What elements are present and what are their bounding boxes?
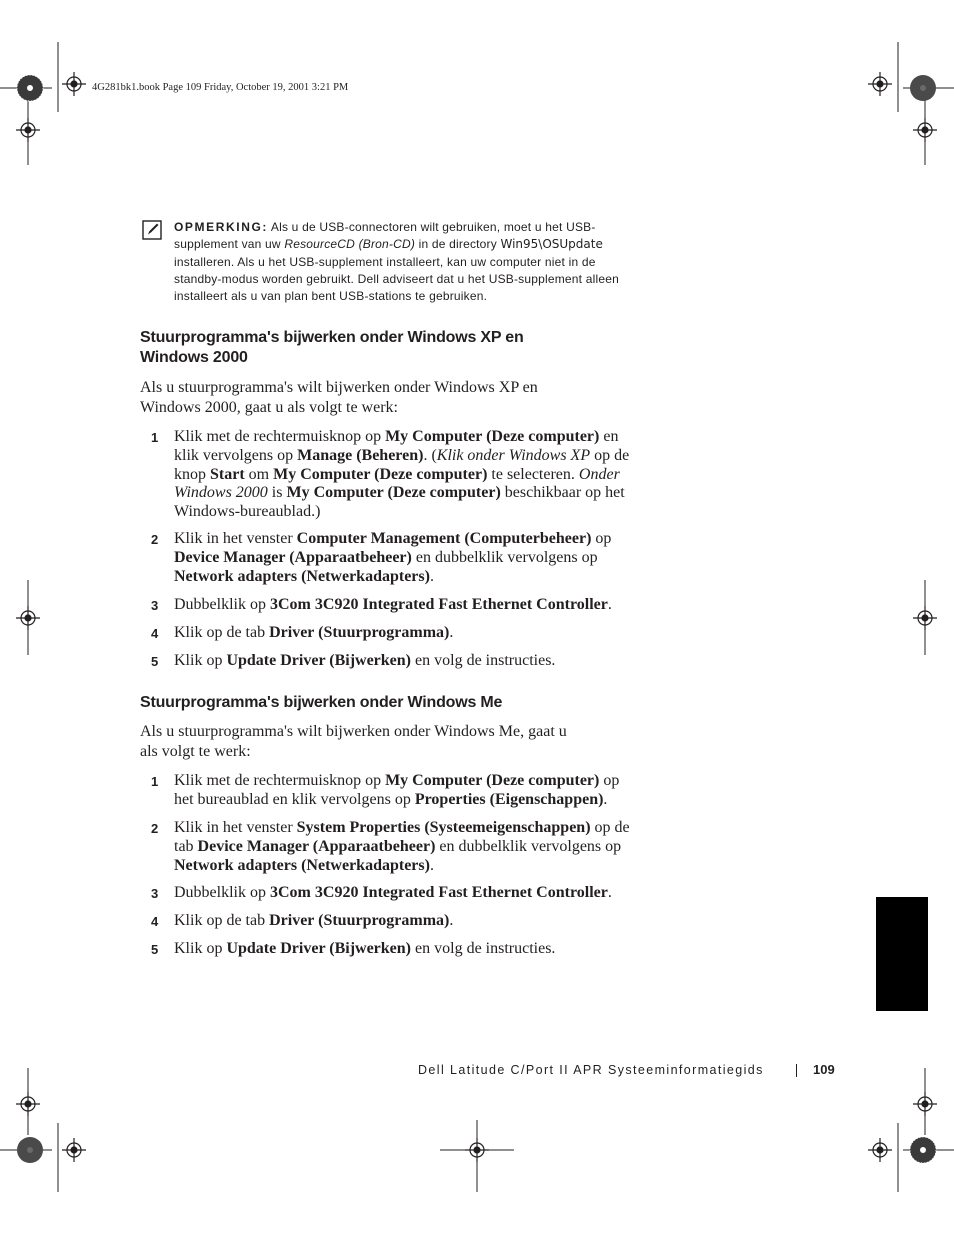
- step-text: Klik op Update Driver (Bijwerken) en volg de instructies.: [174, 652, 556, 669]
- step-number: 2: [151, 821, 159, 836]
- step-text: Klik met de rechtermuisknop op My Computer (Deze computer) en klik vervolgens op Manage (Beheren). (Klik onder Windows XP op de knop Start om My Computer (Deze computer) te selecteren. Onder Windows 2000 is My Computer (Deze computer) beschikbaar op het Windows-bureaublad.): [174, 428, 630, 521]
- section-intro: Als u stuurprogramma's wilt bijwerken onder Windows Me, gaat u als volgt te werk:: [140, 723, 567, 760]
- list-item: [140, 912, 630, 931]
- step-number: 3: [151, 598, 159, 613]
- list-item: [140, 530, 630, 586]
- section-heading-me: Stuurprogramma's bijwerken onder Windows Me: [140, 694, 503, 711]
- step-number: 3: [151, 886, 159, 901]
- step-text: Klik in het venster Computer Management (Computerbeheer) op Device Manager (Apparaatbeheer) en dubbelklik vervolgens op Network adapters (Netwerkadapters).: [174, 530, 612, 585]
- list-item: [140, 772, 630, 810]
- step-text: Klik op de tab Driver (Stuurprogramma).: [174, 624, 454, 641]
- note-text: Als u de USB-connectoren wilt gebruiken, moet u het USB-supplement van uw: [174, 220, 596, 252]
- step-text: Klik op de tab Driver (Stuurprogramma).: [174, 912, 454, 929]
- chapter-thumb-tab: [876, 897, 928, 1011]
- list-item: [140, 940, 630, 959]
- list-item: [140, 819, 630, 875]
- step-text: Klik in het venster System Properties (Systeemeigenschappen) op de tab Device Manager (Apparaatbeheer) en dubbelklik vervolgens op Network adapters (Netwerkadapters).: [174, 819, 630, 874]
- page-number: 109: [813, 1062, 835, 1077]
- note-text: installeren. Als u het USB-supplement installeert, kan uw computer niet in de standby-modus worden gebruikt. Dell adviseert dat u het USB-supplement alleen installeert als u van plan bent USB-stations te gebruiken.: [174, 254, 619, 304]
- step-number: 4: [151, 626, 159, 641]
- note-label: OPMERKING:: [174, 220, 268, 234]
- note-pencil-icon: [142, 220, 162, 240]
- step-number: 2: [151, 532, 159, 547]
- step-number: 5: [151, 942, 159, 957]
- footer-separator: [796, 1064, 797, 1077]
- list-item: [140, 596, 630, 615]
- step-text: Dubbelklik op 3Com 3C920 Integrated Fast Ethernet Controller.: [174, 596, 612, 613]
- page-slug: 4G281bk1.book Page 109 Friday, October 19, 2001 3:21 PM: [92, 82, 349, 93]
- list-item: [140, 884, 630, 903]
- step-text: Dubbelklik op 3Com 3C920 Integrated Fast Ethernet Controller.: [174, 884, 612, 901]
- list-item: [140, 624, 630, 643]
- step-text: Klik met de rechtermuisknop op My Computer (Deze computer) op het bureaublad en klik vervolgens op Properties (Eigenschappen).: [174, 772, 620, 808]
- step-number: 5: [151, 654, 159, 669]
- step-number: 1: [151, 774, 159, 789]
- note-block: [174, 219, 624, 305]
- section-intro: Als u stuurprogramma's wilt bijwerken onder Windows XP en Windows 2000, gaat u als volgt te werk:: [140, 379, 538, 416]
- step-number: 1: [151, 430, 159, 445]
- footer-title: Dell Latitude C/Port II APR Systeeminformatiegids: [418, 1063, 764, 1077]
- step-number: 4: [151, 914, 159, 929]
- list-item: [140, 652, 630, 671]
- note-text: in de directory: [415, 237, 501, 252]
- note-directory: Win95\OSUpdate: [500, 237, 603, 252]
- section-heading-xp-2000: Stuurprogramma's bijwerken onder Windows XP en Windows 2000: [140, 329, 524, 366]
- step-text: Klik op Update Driver (Bijwerken) en volg de instructies.: [174, 940, 556, 957]
- note-cd-name: ResourceCD (Bron-CD): [284, 237, 416, 252]
- list-item: [140, 428, 630, 522]
